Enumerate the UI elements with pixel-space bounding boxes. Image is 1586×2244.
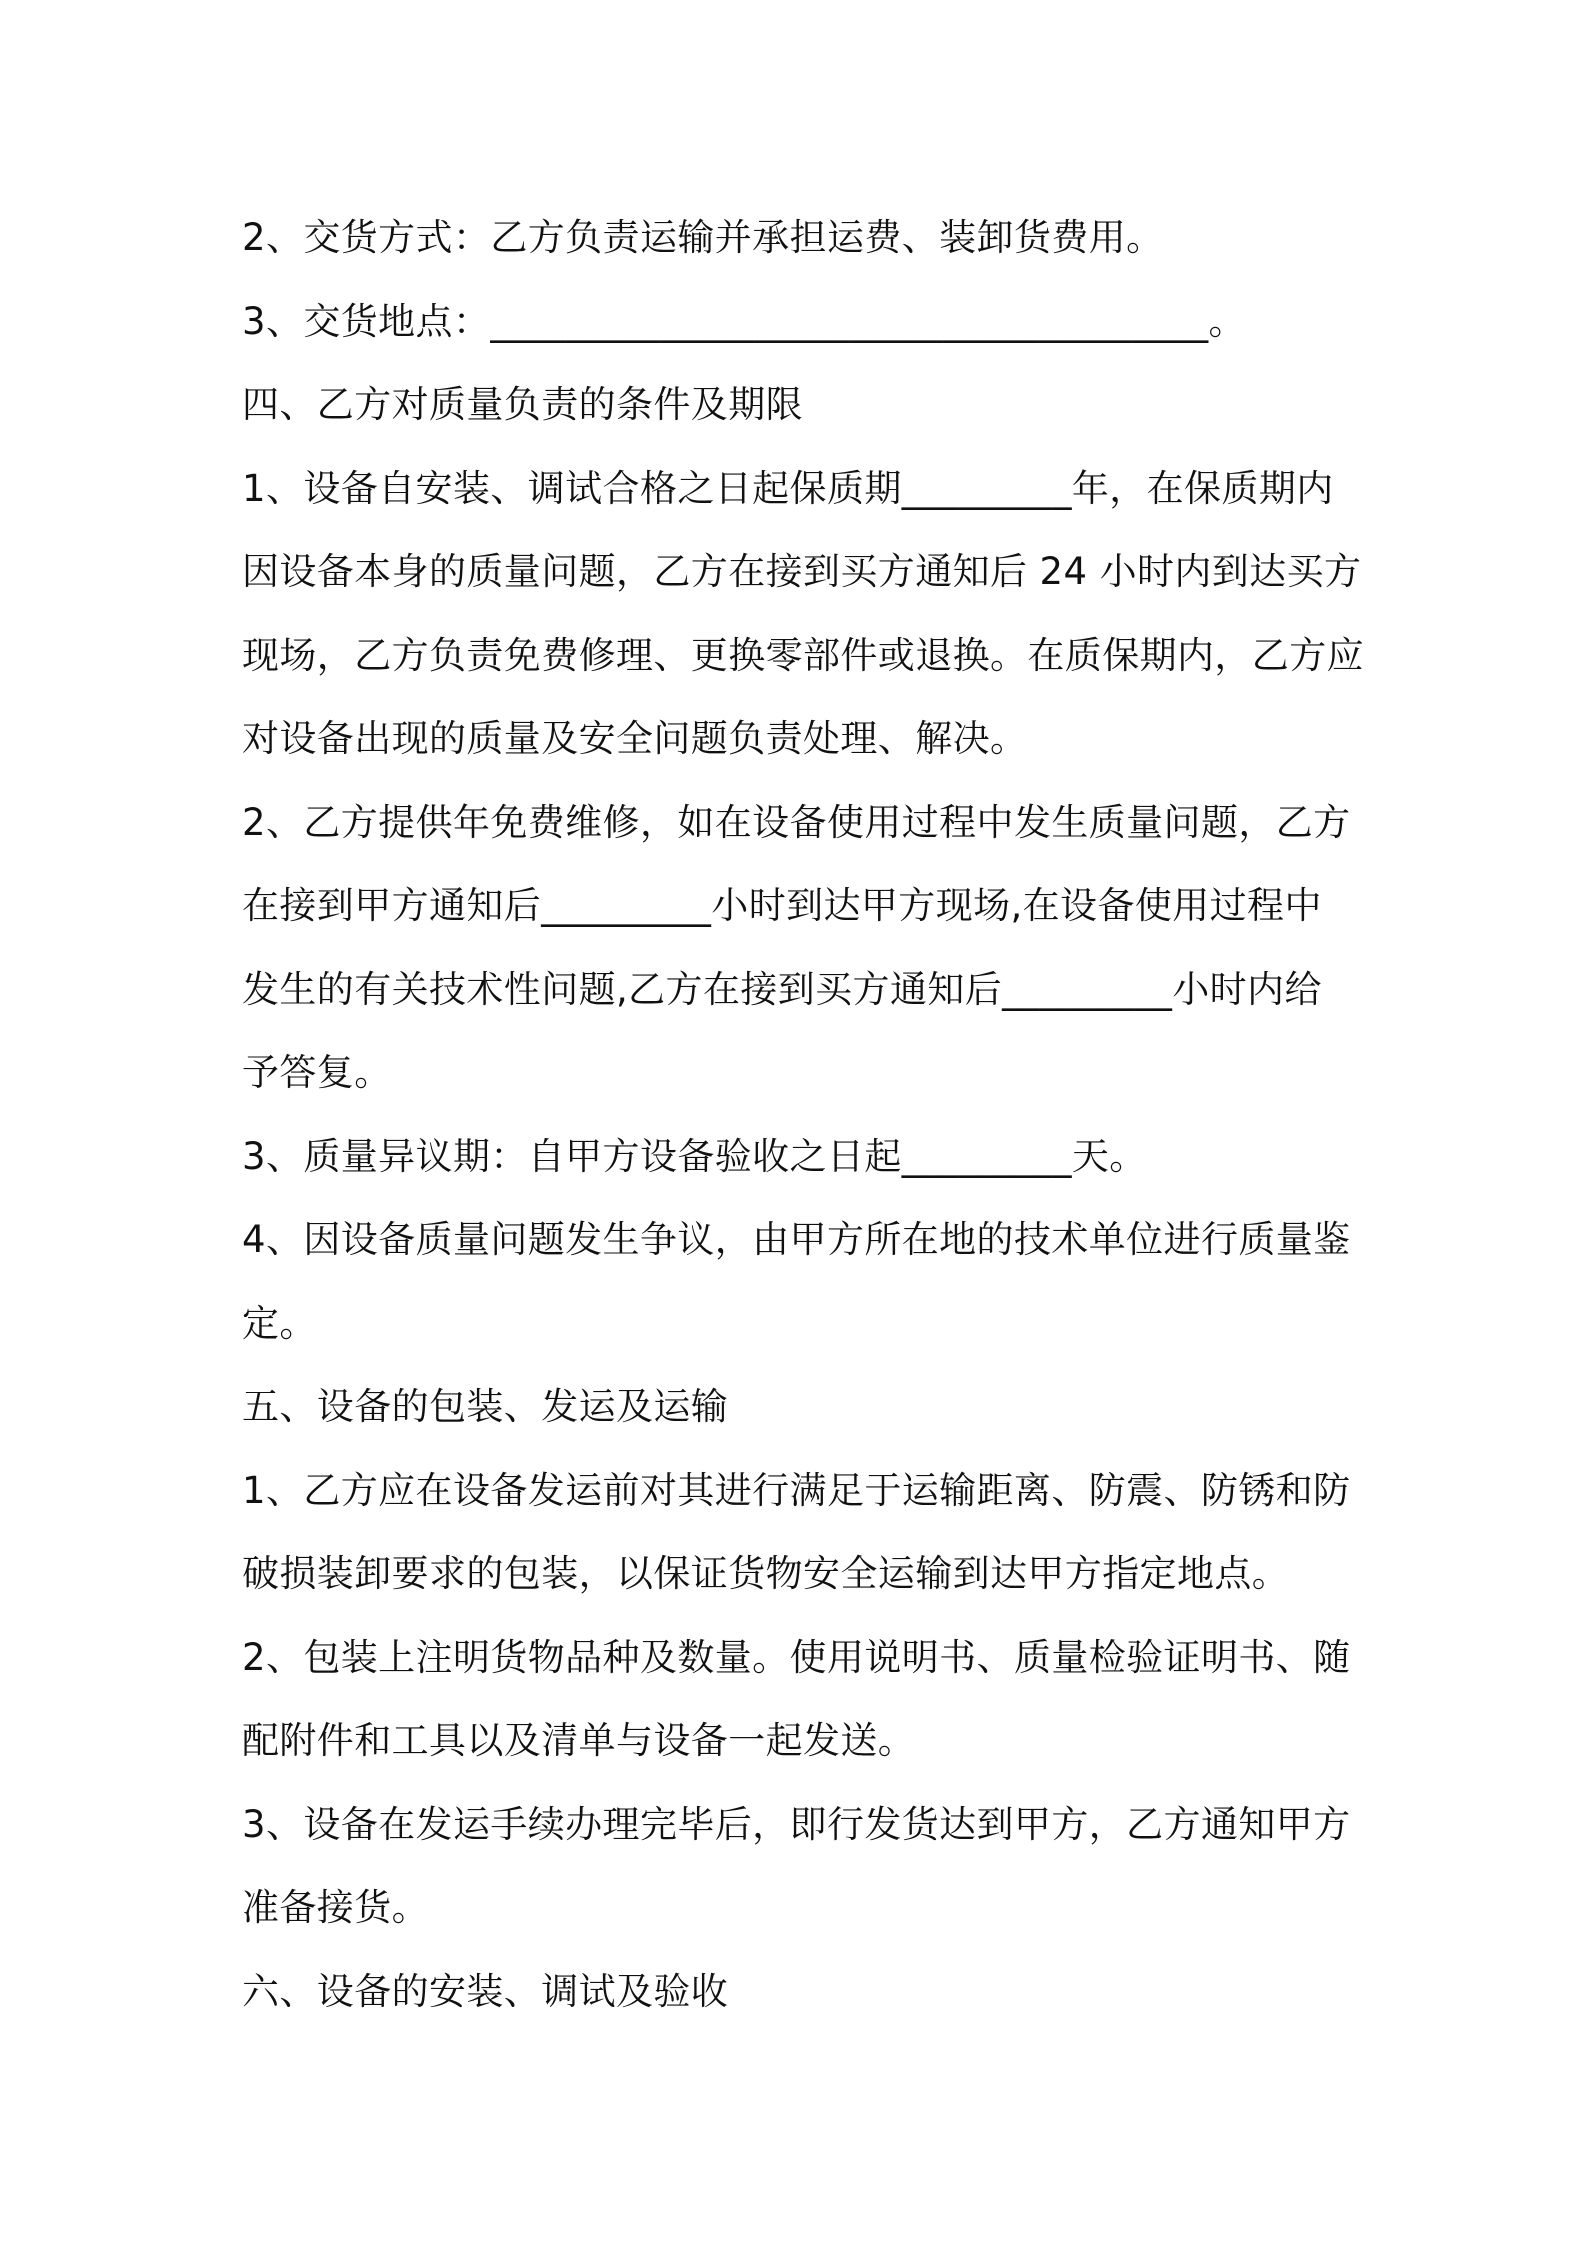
section-heading: 五、设备的包装、发运及运输	[242, 1385, 729, 1428]
text-line: 对设备出现的质量及安全问题负责处理、解决。	[242, 717, 1028, 760]
text-line: 定。	[242, 1301, 317, 1345]
section-heading: 四、乙方对质量负责的条件及期限	[242, 383, 803, 426]
text-line: 因设备本身的质量问题，乙方在接到买方通知后 24 小时内到达买方	[242, 550, 1362, 593]
text-line: 准备接货。	[242, 1886, 429, 1929]
section-heading: 六、设备的安装、调试及验收	[242, 1969, 729, 2013]
text-line: 3、设备在发运手续办理完毕后，即行发货达到甲方，乙方通知甲方	[242, 1802, 1351, 1846]
text-line: 1、乙方应在设备发运前对其进行满足于运输距离、防震、防锈和防	[242, 1468, 1351, 1512]
text-line: 1、设备自安装、调试合格之日起保质期_________年，在保质期内	[242, 466, 1334, 510]
text-line: 现场，乙方负责免费修理、更换零部件或退换。在质保期内，乙方应	[242, 633, 1364, 677]
contract-text	[242, 196, 1364, 2033]
text-line: 2、交货方式：乙方负责运输并承担运费、装卸货费用。	[242, 216, 1164, 259]
text-line: 4、因设备质量问题发生争议，由甲方所在地的技术单位进行质量鉴	[242, 1218, 1351, 1261]
text-line: 发生的有关技术性问题,乙方在接到买方通知后_________小时内给	[242, 967, 1322, 1011]
text-line: 2、包装上注明货物品种及数量。使用说明书、质量检验证明书、随	[242, 1635, 1351, 1679]
text-line: 在接到甲方通知后_________小时到达甲方现场,在设备使用过程中	[242, 884, 1322, 927]
text-line: 2、乙方提供年免费维修，如在设备使用过程中发生质量问题，乙方	[242, 800, 1351, 844]
text-line: 破损装卸要求的包装，以保证货物安全运输到达甲方指定地点。	[242, 1552, 1290, 1595]
text-line: 配附件和工具以及清单与设备一起发送。	[242, 1719, 916, 1762]
text-line: 3、交货地点：______________________________________。	[242, 299, 1246, 343]
text-line: 予答复。	[242, 1051, 392, 1094]
text-line: 3、质量异议期：自甲方设备验收之日起_________天。	[242, 1134, 1147, 1178]
